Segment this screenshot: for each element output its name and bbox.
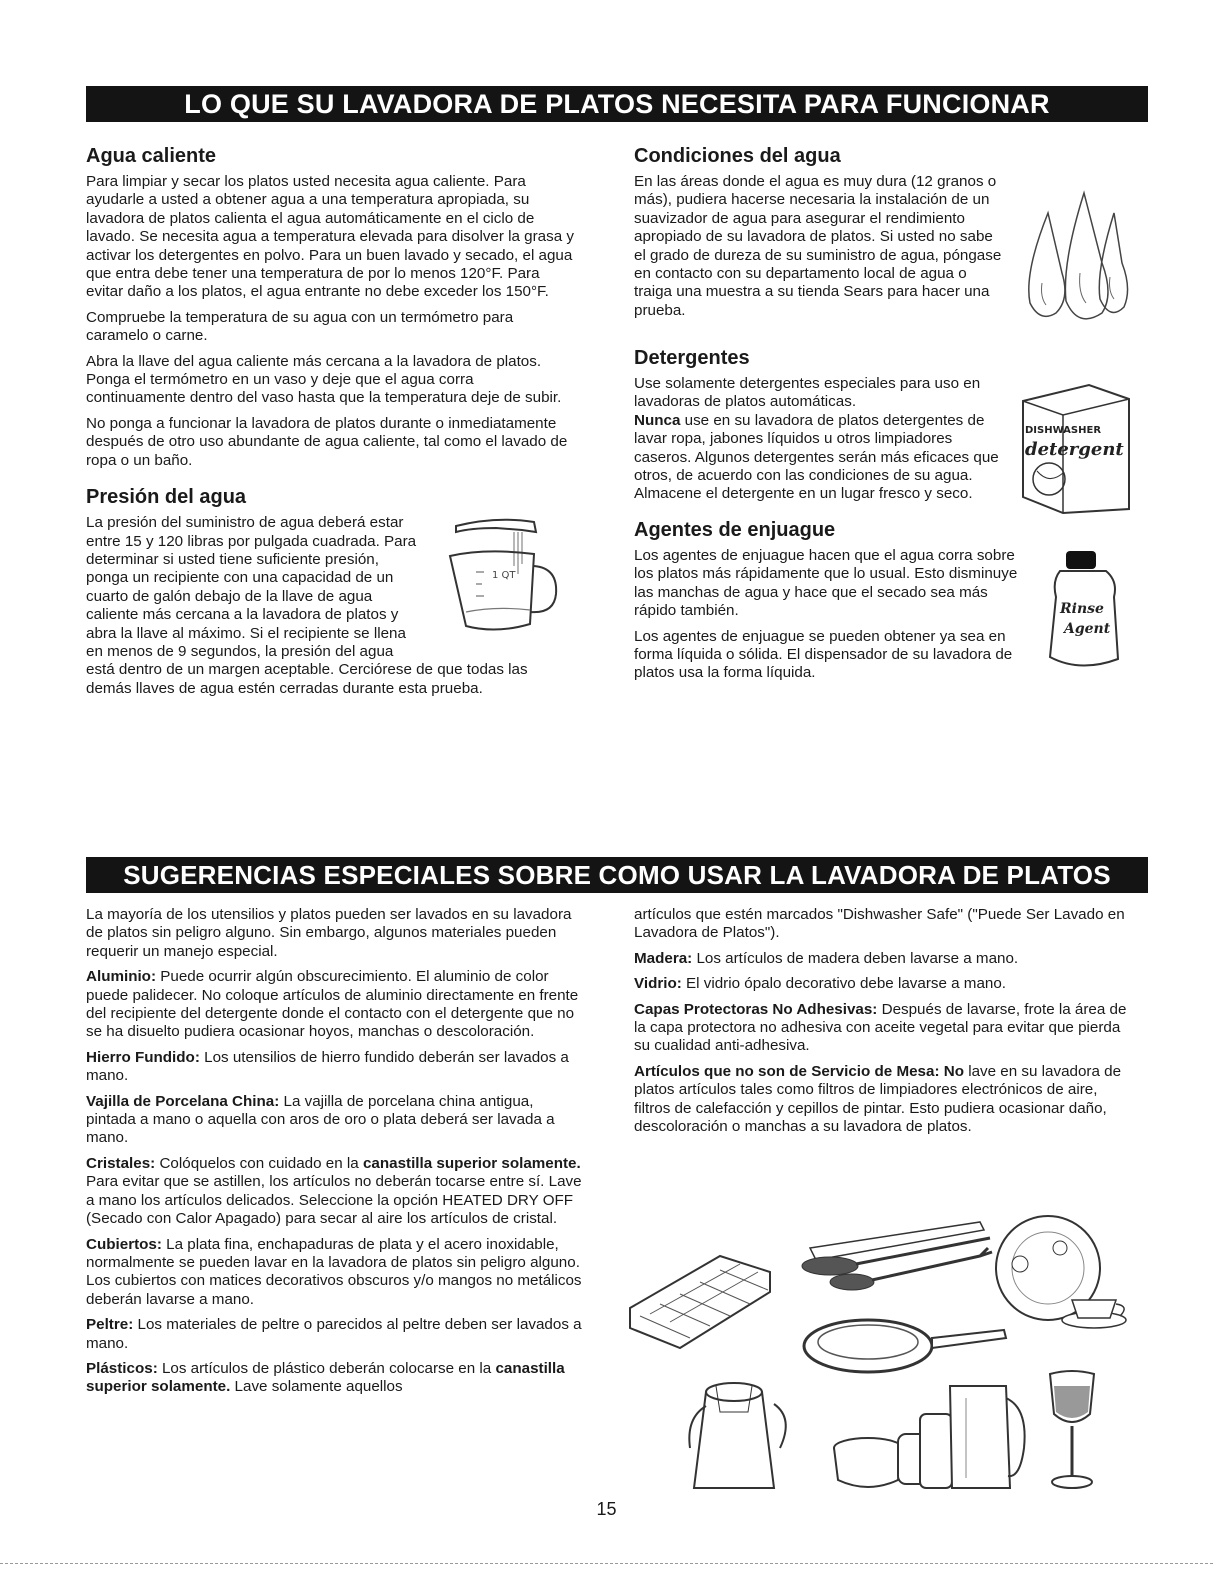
detergent-text-2: use en su lavadora de platos detergentes de lavar ropa, jabones líquidos u otros limpiadores caseros. Algunos detergentes serán más eficaces que otros, de acuerdo con las condiciones de su agua. Almacene el detergente en un lugar fresco y seco.	[634, 411, 999, 503]
tip-text: Después de lavarse, frote la área de la capa protectora no adhesiva con aceite vegetal para evitar que pierda su cualidad anti-adhesiva.	[634, 1000, 1127, 1055]
tip-text: Los artículos de madera deben lavarse a mano.	[692, 949, 1019, 967]
faucet-cup-icon	[426, 514, 576, 644]
left-column-tips	[86, 906, 586, 1404]
tip-wood	[634, 950, 1134, 968]
tip-text: Lave solamente aquellos	[230, 1378, 403, 1396]
tip-label: Artículos que no son de Servicio de Mesa: No	[634, 1062, 964, 1080]
detergent-never: Nunca	[634, 411, 681, 429]
section-water-conditions	[634, 145, 1134, 320]
paragraph: Abra la llave del agua caliente más cercana a la lavadora de platos. Ponga el termómetro en un vaso y deje que el agua corra continuamente dentro del vaso hasta que la temperatura deje de subir.	[86, 352, 562, 407]
tip-label: Cristales:	[86, 1154, 156, 1172]
section-water-pressure	[86, 486, 576, 698]
tip-non-tableware	[634, 1063, 1134, 1137]
heading-water-conditions: Condiciones del agua	[634, 145, 841, 167]
rinse-bottle-label-2: Agent	[1064, 621, 1111, 637]
section-hot-water	[86, 145, 576, 470]
heading-detergents: Detergentes	[634, 347, 750, 369]
tip-label: Peltre:	[86, 1316, 134, 1334]
cup-label: 1 QT	[492, 570, 516, 582]
tip-text: Los materiales de peltre o parecidos al peltre deben ser lavados a mano.	[86, 1316, 582, 1352]
left-column-requirements	[86, 145, 576, 712]
tip-china	[86, 1093, 586, 1148]
detergent-box-illustration	[1019, 375, 1134, 515]
section-detergents	[634, 347, 1134, 504]
paragraph: Para limpiar y secar los platos usted necesita agua caliente. Para ayudarle a usted a obtener agua a una temperatura apropiada, su lavadora de platos calienta el agua automáticamente en el ciclo de lavado. Se necesita agua a temperatura elevada para disolver la grasa y activar los detergentes en polvo. Para un buen lavado y secado, el agua que entra debe tener una temperatura de por lo menos 120°F. Para evitar daño a los platos, el agua entrante no debe exceder los 150°F.	[86, 173, 574, 301]
rinse-agent-bottle-illustration	[1040, 547, 1130, 677]
water-drops-illustration	[1014, 173, 1134, 343]
measuring-cup-illustration	[426, 514, 576, 644]
heading-rinse-agents: Agentes de enjuague	[634, 519, 836, 541]
heading-hot-water: Agua caliente	[86, 145, 217, 167]
tip-label: Vajilla de Porcelana China:	[86, 1092, 280, 1110]
paragraph: Los agentes de enjuague hacen que el agua corra sobre los platos más rápidamente que lo usual. Esto disminuye las manchas de agua y hace que el secado sea más rápido también.	[634, 547, 1018, 620]
detergent-text-1: Use solamente detergentes especiales para uso en lavadoras de platos automáticas.	[634, 375, 981, 411]
tip-aluminum	[86, 968, 586, 1042]
section-banner-requirements: LO QUE SU LAVADORA DE PLATOS NECESITA PARA FUNCIONAR	[86, 86, 1148, 122]
paragraph: En las áreas donde el agua es muy dura (12 granos o más), pudiera hacerse necesaria la instalación de un suavizador de agua para asegurar el rendimiento apropiado de su lavadora de platos. Si usted no sabe el grado de dureza de su suministro de agua, póngase en contacto con su departamento local de agua o traiga una muestra a su tienda Sears para hacer una prueba.	[634, 173, 1002, 319]
detergent-box-label-1: DISHWASHER	[1025, 425, 1102, 436]
tip-emphasis: canastilla superior solamente.	[86, 1359, 565, 1396]
tip-label: Vidrio:	[634, 975, 682, 993]
page-number: 15	[596, 1499, 617, 1519]
section-banner-tips: SUGERENCIAS ESPECIALES SOBRE COMO USAR LA LAVADORA DE PLATOS	[86, 857, 1148, 893]
tip-text: Colóquelos con cuidado en la	[155, 1154, 363, 1172]
paragraph: La mayoría de los utensilios y platos pueden ser lavados en su lavadora de platos sin peligro alguno. Sin embargo, algunos materiales pueden requerir un manejo especial.	[86, 906, 572, 960]
detergent-box-label-2: detergent	[1025, 439, 1124, 460]
tip-text: lave en su lavadora de platos artículos tales como filtros de limpiadores electrónicos de aire, filtros de calefacción y cepillos de pintar. Esto pudiera ocasionar daño, descoloración o manchas a su lavadora de platos.	[634, 1062, 1122, 1136]
tip-text: Los artículos de plástico deberán colocarse en la	[157, 1359, 496, 1377]
tip-text: Para evitar que se astillen, los artículos no deberán tocarse entre sí. Lave a mano los artículos delicados. Seleccione la opción HEATED DRY OFF (Secado con Calor Apagado) para secar al aire los artículos de cristal.	[86, 1173, 582, 1228]
tip-cast-iron	[86, 1049, 586, 1086]
paragraph: Los agentes de enjuague se pueden obtener ya sea en forma líquida o sólida. El dispensador de su lavadora de platos usa la forma líquida.	[634, 627, 1013, 682]
tip-label: Capas Protectoras No Adhesivas:	[634, 1000, 878, 1018]
tip-nonstick	[634, 1001, 1134, 1056]
heading-water-pressure: Presión del agua	[86, 486, 247, 509]
kitchenware-illustration	[620, 1208, 1132, 1498]
tip-label: Plásticos:	[86, 1359, 158, 1377]
tip-text: Puede ocurrir algún obscurecimiento. El aluminio de color puede palidecer. No coloque artículos de aluminio directamente en frente del recipiente del detergente donde el contacto con el detergente que no se ha disuelto pudiera ocasionar hoyos, manchas o descoloración.	[86, 968, 579, 1041]
tip-text: La vajilla de porcelana china antigua, pintada a mano o aquella con aros de oro o plata deberá ser lavada a mano.	[86, 1092, 555, 1147]
section-rinse-agents	[634, 519, 1134, 683]
water-drops-icon	[1014, 173, 1134, 343]
tip-label: Aluminio:	[86, 968, 157, 986]
paragraph: No ponga a funcionar la lavadora de platos durante o inmediatamente después de otro uso abundante de agua caliente, tal como el lavado de ropa o un baño.	[86, 414, 568, 469]
right-column-requirements	[634, 145, 1134, 697]
paragraph: Compruebe la temperatura de su agua con un termómetro para caramelo o carne.	[86, 308, 514, 345]
detergent-box-icon	[1019, 375, 1134, 515]
tip-text: Los utensilios de hierro fundido deberán ser lavados a mano.	[86, 1048, 569, 1085]
tip-plastics	[86, 1360, 586, 1397]
bottom-divider	[0, 1563, 1213, 1564]
tip-pewter	[86, 1316, 586, 1353]
rinse-bottle-icon	[1040, 547, 1130, 677]
paragraph: La presión del suministro de agua deberá estar entre 15 y 120 libras por pulgada cuadrada. Para determinar si usted tiene suficiente presión, ponga un recipiente con una capacidad de un cuarto de galón debajo de la llave de agua caliente más cercana a la lavadora de platos y abra la llave al máximo. Si el recipiente se llena en menos de 9 segundos, la presión del agua está dentro de un margen aceptable. Cerciórese de que todas las demás llaves de agua estén cerradas durante esta prueba.	[86, 514, 528, 697]
paragraph: artículos que estén marcados "Dishwasher Safe" ("Puede Ser Lavado en Lavadora de Platos").	[634, 906, 1125, 942]
tip-label: Hierro Fundido:	[86, 1048, 200, 1066]
tip-crystal	[86, 1155, 586, 1229]
tip-cutlery	[86, 1236, 586, 1310]
tip-label: Cubiertos:	[86, 1235, 162, 1253]
tip-emphasis: canastilla superior solamente.	[362, 1154, 581, 1172]
tip-label: Madera:	[634, 949, 693, 967]
kitchenware-icon	[620, 1208, 1132, 1498]
right-column-tips	[634, 906, 1134, 1143]
rinse-bottle-label-1: Rinse	[1060, 601, 1104, 617]
tip-glass	[634, 975, 1134, 993]
tip-text: La plata fina, enchapaduras de plata y el acero inoxidable, normalmente se pueden lavar en la lavadora de platos sin peligro alguno. Los cubiertos con matices decorativos obscuros y/o mangos no metálicos deberán lavarse a mano.	[86, 1235, 582, 1308]
tip-text: El vidrio ópalo decorativo debe lavarse a mano.	[681, 975, 1007, 993]
